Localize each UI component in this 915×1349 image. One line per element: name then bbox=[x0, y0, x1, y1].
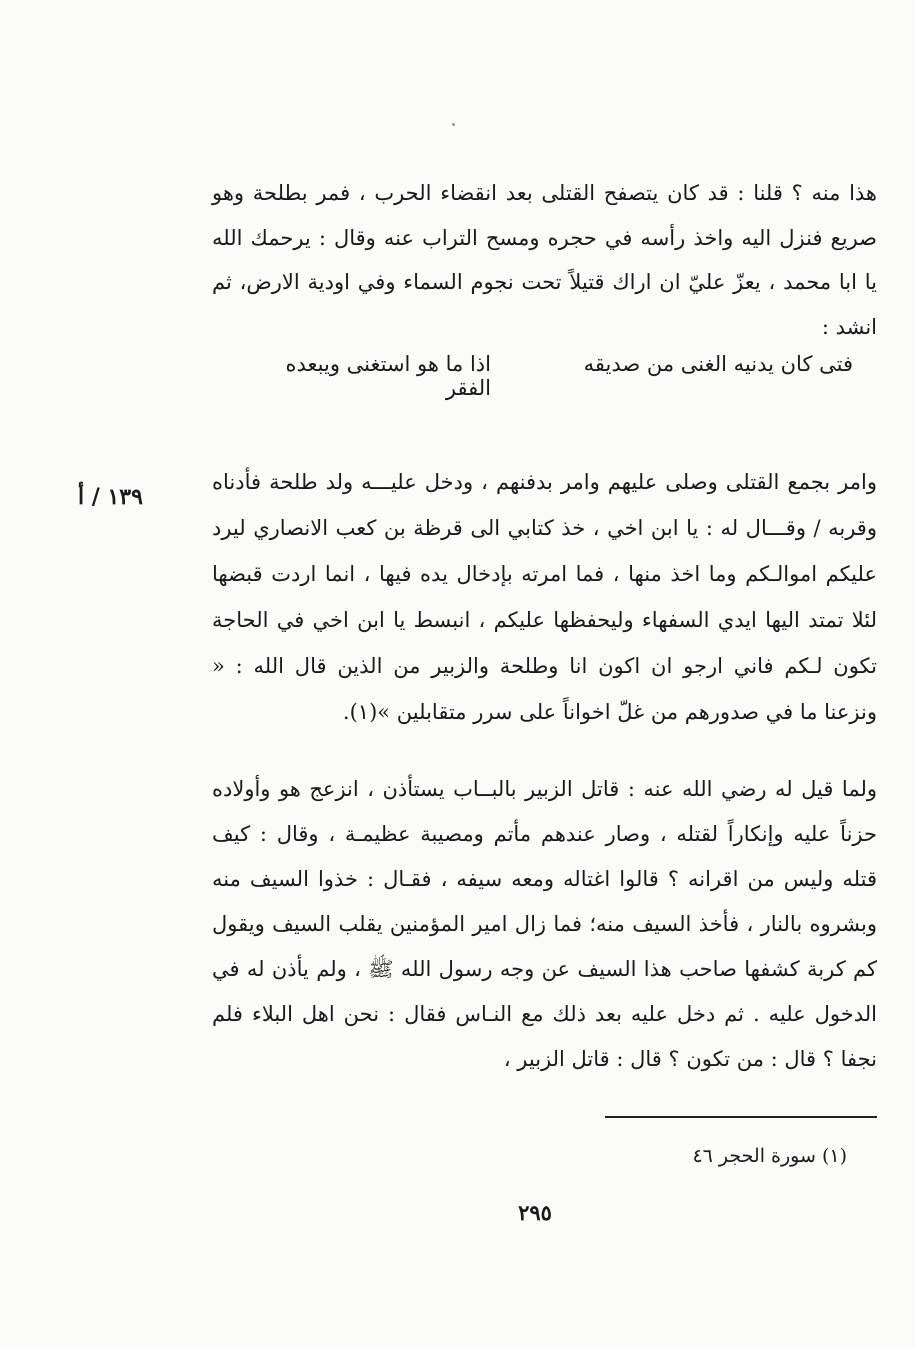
page-number: ٢٩٥ bbox=[518, 1200, 552, 1225]
footnote: (١) سورة الحجر ٤٦ bbox=[692, 1145, 847, 1167]
paragraph-talha-death: هذا منه ؟ قلنا : قد كان يتصفح القتلى بعد انقضاء الحرب ، فمر بطلحة وهو صريع فنزل اليه واخذ رأسه في حجره ومسح التراب عنه وقال : يرحمك الله يا ابا محمد ، يعزّ عليّ ان اراك قتيلاً تحت نجوم السماء وفي اودية الارض، ثم انشد : bbox=[212, 181, 877, 339]
paper-speck bbox=[452, 123, 455, 126]
paragraph-zubair-killer: ولما قيل له رضي الله عنه : قاتل الزبير بالبــاب يستأذن ، انزعج هو وأولاده حزناً عليه وإنكاراً لقتله ، وصار عندهم مأتم ومصيبة عظيمـة ، وقال : كيف قتله وليس من اقرانه ؟ قالوا اغتاله ومعه سيفه ، فقـال : خذوا السيف منه وبشروه بالنار ، فأخذ السيف منه؛ فما زال امير المؤمنين يقلب السيف ويقول كم كربة كشفها صاحب هذا السيف عن وجه رسول الله ﷺ ، ولم يأذن له في الدخول عليه . ثم دخل عليه بعد ذلك مع النـاس فقال : نحن اهل البلاء فلم نجفا ؟ قال : من تكون ؟ قال : قاتل الزبير ، bbox=[212, 777, 877, 1071]
verse-first-hemistich: فتى كان يدنيه الغنى من صديقه bbox=[583, 352, 853, 376]
poetry-verse bbox=[253, 352, 853, 400]
manuscript-folio-reference: ١٣٩ / أ bbox=[78, 484, 143, 510]
paragraph-burial-and-talha-son: وامر بجمع القتلى وصلى عليهم وامر بدفنهم ، ودخل عليـــه ولد طلحة فأدناه وقربه / وقـــال له : يا ابن اخي ، خذ كتابي الى قرظة بن كعب الانصاري ليرد عليكم اموالـكم وما اخذ منها ، فما امرته بإدخال يده فيها ، انما اردت قبضها لئلا تمتد اليها ايدي السفهاء وليحفظها عليكم ، انبسط يا ابن اخي في الحاجة تكون لـكم فاني ارجو ان اكون انا وطلحة والزبير من الذين قال الله : « ونزعنا ما في صدورهم من غلّ اخواناً على سرر متقابلين »(١). bbox=[212, 470, 877, 724]
footnote-divider bbox=[605, 1116, 877, 1118]
verse-second-hemistich: اذا ما هو استغنى ويبعده الفقر bbox=[285, 352, 491, 400]
